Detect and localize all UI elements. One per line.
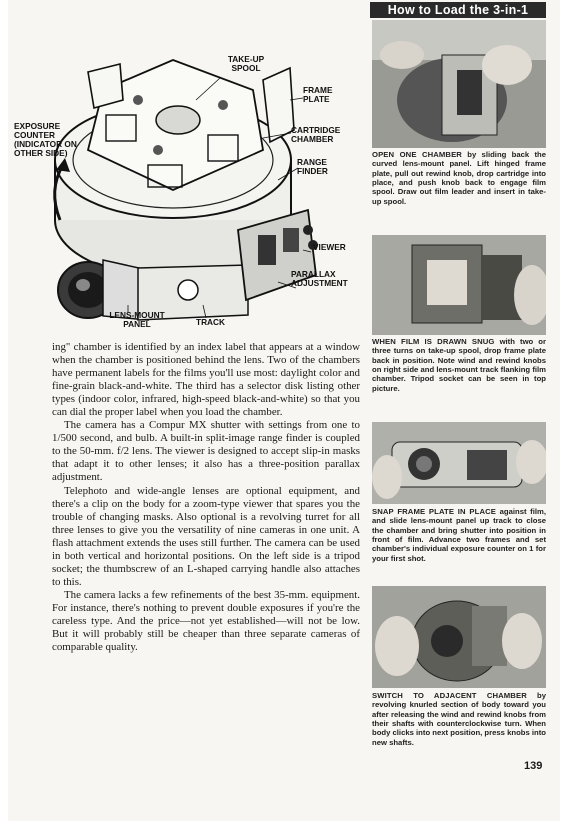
article-body [52,341,360,654]
caption-text: with two or three turns on take-up spool, drop frame plate back in position. Note wind and rewind knobs on right side and lens-mount track flanking film chamber. Tripod socket can be seen in top picture. [372,337,546,393]
callout-cartridge-chamber: CARTRIDGE CHAMBER [291,125,341,144]
callout-range-finder: RANGE FINDER [297,157,328,176]
callout-exposure-counter: EXPOSURE COUNTER (INDICATOR ON OTHER SIDE) [14,121,77,158]
callout-parallax-adjustment: PARALLAX ADJUSTMENT [291,269,348,288]
callout-take-up-spool: TAKE-UP SPOOL [227,54,265,73]
caption-lead: SNAP FRAME PLATE IN PLACE [372,507,496,516]
photo-snap-frame-plate [372,422,546,504]
sidebar-title: How to Load the 3-in-1 [370,2,546,18]
photo-switch-chamber [372,586,546,688]
page-number: 139 [524,760,543,772]
caption-text: against film, and slide lens-mount panel up track to close the chamber and bring shutter into position in front of film. Advance two frames and set chamber's individual exposure counter on 1 for your first shot. [372,507,546,563]
caption-text: by revolving knurled section of body toward you after releasing the wind and rewind knobs from their shafts with counterclockwise turn. When body clicks into next position, press knobs into new shafts. [372,691,546,747]
callout-frame-plate: FRAME PLATE [303,85,333,104]
caption-lead: OPEN ONE CHAMBER [372,150,462,159]
callout-lens-mount-panel: LENS-MOUNT PANEL [109,310,165,329]
caption-step-1 [372,150,546,206]
callout-viewer: VIEWER [313,242,346,252]
caption-text: by sliding back the curved lens-mount panel. Lift hinged frame plate, pull out rewind knob, drop cartridge into place, and push knob back to engage film spool. Draw out film leader and insert in take-up spool. [372,150,547,206]
caption-lead: WHEN FILM IS DRAWN SNUG [372,337,495,346]
caption-step-3 [372,507,546,563]
article-paragraph: Telephoto and wide-angle lenses are optional equipment, and there's a clip on the body for a zoom-type viewer that spares you the trouble of changing masks. Also optional is a revolving turret for all three lenses to give you the versatility of nine cameras in one unit. A flash attachment extends the uses still further. The camera can be used in both vertical and horizontal positions. On the left side is a tripod socket; the thumbscrew of an L-shaped carrying handle also attaches to this. [52,484,360,588]
photo-open-chamber [372,20,546,148]
camera-illustration [8,20,360,338]
caption-lead: SWITCH TO ADJACENT CHAMBER [372,691,527,700]
photo-film-drawn-snug [372,235,546,335]
article-paragraph: The camera has a Compur MX shutter with settings from one to 1/500 second, and bulb. A built-in split-image range finder is coupled to the 50-mm. f/2 lens. The viewer is designed to accept slip-in masks that adapt it to other lenses; it also has a three-position parallax adjustment. [52,419,360,484]
caption-step-4 [372,691,546,747]
article-paragraph: ing" chamber is identified by an index label that appears at a window when the chamber is positioned behind the lens. Two of the chambers have permanent labels for the films you'll use most: daylight color and fine-grain black-and-white. The third has a selector disk listing other types (indoor color, infrared, high-speed black-and-white) so that you can dial the proper label when you load the chamber. [52,341,360,419]
camera-cutaway-diagram [8,20,360,338]
callout-track: TRACK [196,317,226,327]
caption-step-2 [372,337,546,393]
article-paragraph: The camera lacks a few refinements of the best 35-mm. equipment. For instance, there's nothing to prevent double exposures if you're the careless type. And the price—not yet established—will not be low. But it will probably still be cheaper than three separate cameras of comparable quality. [52,588,360,654]
